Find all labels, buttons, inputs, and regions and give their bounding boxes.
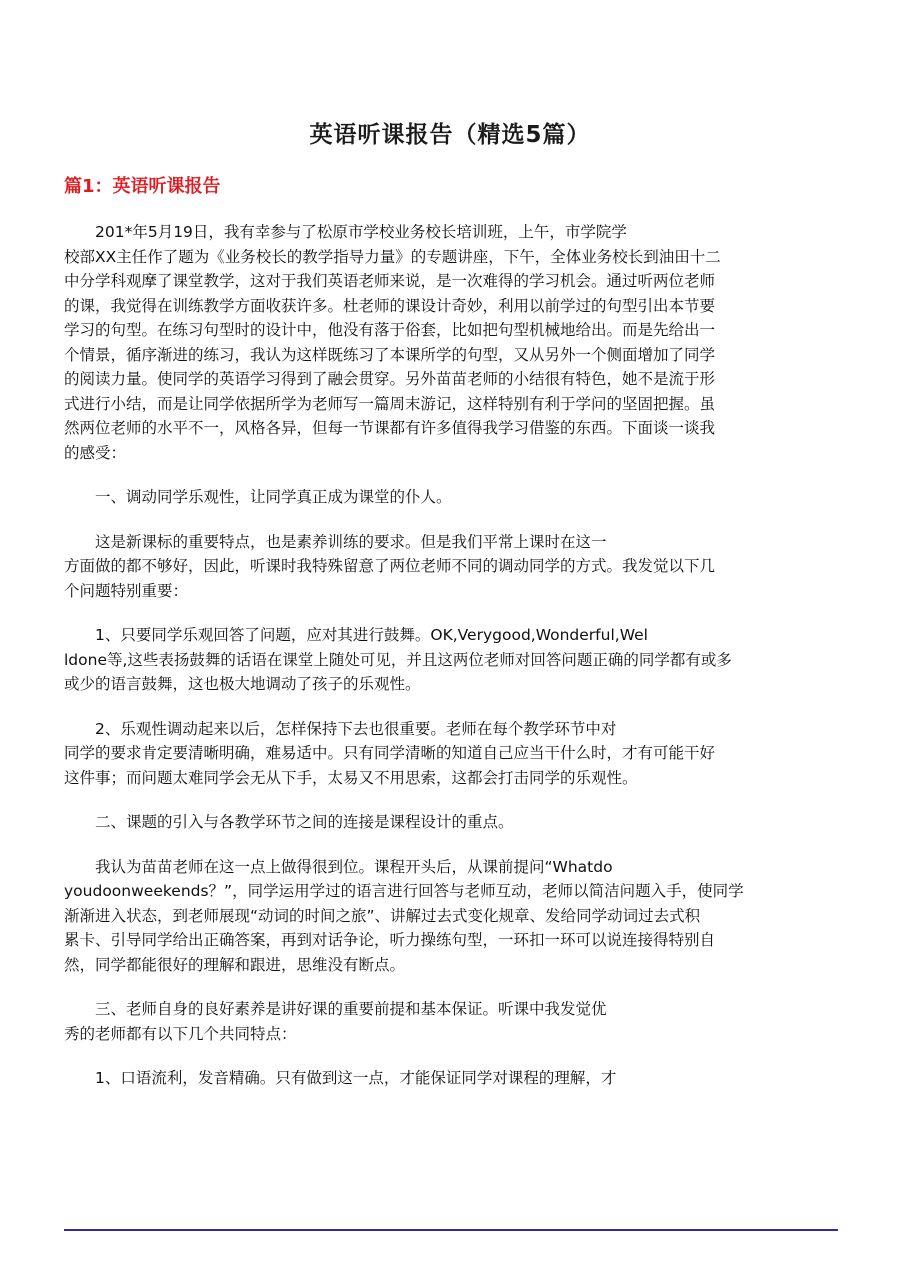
section-heading: 篇1：英语听课报告 xyxy=(64,176,221,197)
body-paragraph: 2、乐观性调动起来以后，怎样保持下去也很重要。老师在每个教学环节中对 同学的要求肯定要清晰明确，难易适中。只有同学清晰的知道自己应当干什么时，才有可能干好 这件事；而问题太难同学会无从下手，太易又不用思索，这都会打击同学的乐观性。 xyxy=(64,719,716,787)
body-paragraph-intro: 201*年5月19日，我有幸参与了松原市学校业务校长培训班，上午，市学院学 校部XX主任作了题为《业务校长的教学指导力量》的专题讲座，下午，全体业务校长到油田十二 中分学科观摩了课堂教学，这对于我们英语老师来说，是一次难得的学习机会。通过听两位老师 的课，我觉得在训练教学方面收获许多。杜老师的课设计奇妙，利用以前学过的句型引出本节要 学习的句型。在练习句型时的设计中，他没有落于俗套，比如把句型机械地给出。而是先给出一 个情景，循序渐进的练习，我认为这样既练习了本课所学的句型，又从另外一个侧面增加了同学 的阅读力量。使同学的英语学习得到了融会贯穿。另外苗苗老师的小结很有特色，她不是流于形 式进行小结，而是让同学依据所学为老师写一篇周末游记，这样特别有利于学问的坚固把握。虽 然两位老师的水平不一，风格各异，但每一节课都有许多值得我学习借鉴的东西。下面谈一谈我 的感受： xyxy=(64,223,721,462)
body-paragraph-point-three: 三、老师自身的良好素养是讲好课的重要前提和基本保证。听课中我发觉优 秀的老师都有以下几个共同特点： xyxy=(64,1000,607,1043)
body-paragraph-point-two: 二、课题的引入与各教学环节之间的连接是课程设计的重点。 xyxy=(64,813,514,831)
body-paragraph: 1、口语流利，发音精确。只有做到这一点，才能保证同学对课程的理解，才 xyxy=(64,1069,617,1087)
body-paragraph: 这是新课标的重要特点，也是素养训练的要求。但是我们平常上课时在这一 方面做的都不够好，因此，听课时我特殊留意了两位老师不同的调动同学的方式。我发觉以下几 个问题特别重要： xyxy=(64,532,716,600)
body-paragraph-point-one: 一、调动同学乐观性，让同学真正成为课堂的仆人。 xyxy=(64,488,452,506)
footer-divider xyxy=(64,1229,838,1231)
body-paragraph: 1、只要同学乐观回答了问题，应对其进行鼓舞。OK,Verygood,Wonderful,Wel ldone等,这些表扬鼓舞的话语在课堂上随处可见，并且这两位老师对回答问题正确的同学都有或多 或少的语言鼓舞，这也极大地调动了孩子的乐观性。 xyxy=(64,626,732,693)
document-title: 英语听课报告（精选5篇） xyxy=(309,122,591,148)
body-paragraph: 我认为苗苗老师在这一点上做得很到位。课程开头后，从课前提问“Whatdo youdoonweekends？”，同学运用学过的语言进行回答与老师互动，老师以简洁问题入手，使同学 渐渐进入状态，到老师展现“动词的时间之旅”、讲解过去式变化规章、发给同学动词过去式积 累卡、引导同学给出正确答案，再到对话争论，听力操练句型，一环扣一环可以说连接得特别自 然，同学都能很好的理解和跟进，思维没有断点。 xyxy=(64,857,744,974)
document-body xyxy=(64,220,838,1111)
